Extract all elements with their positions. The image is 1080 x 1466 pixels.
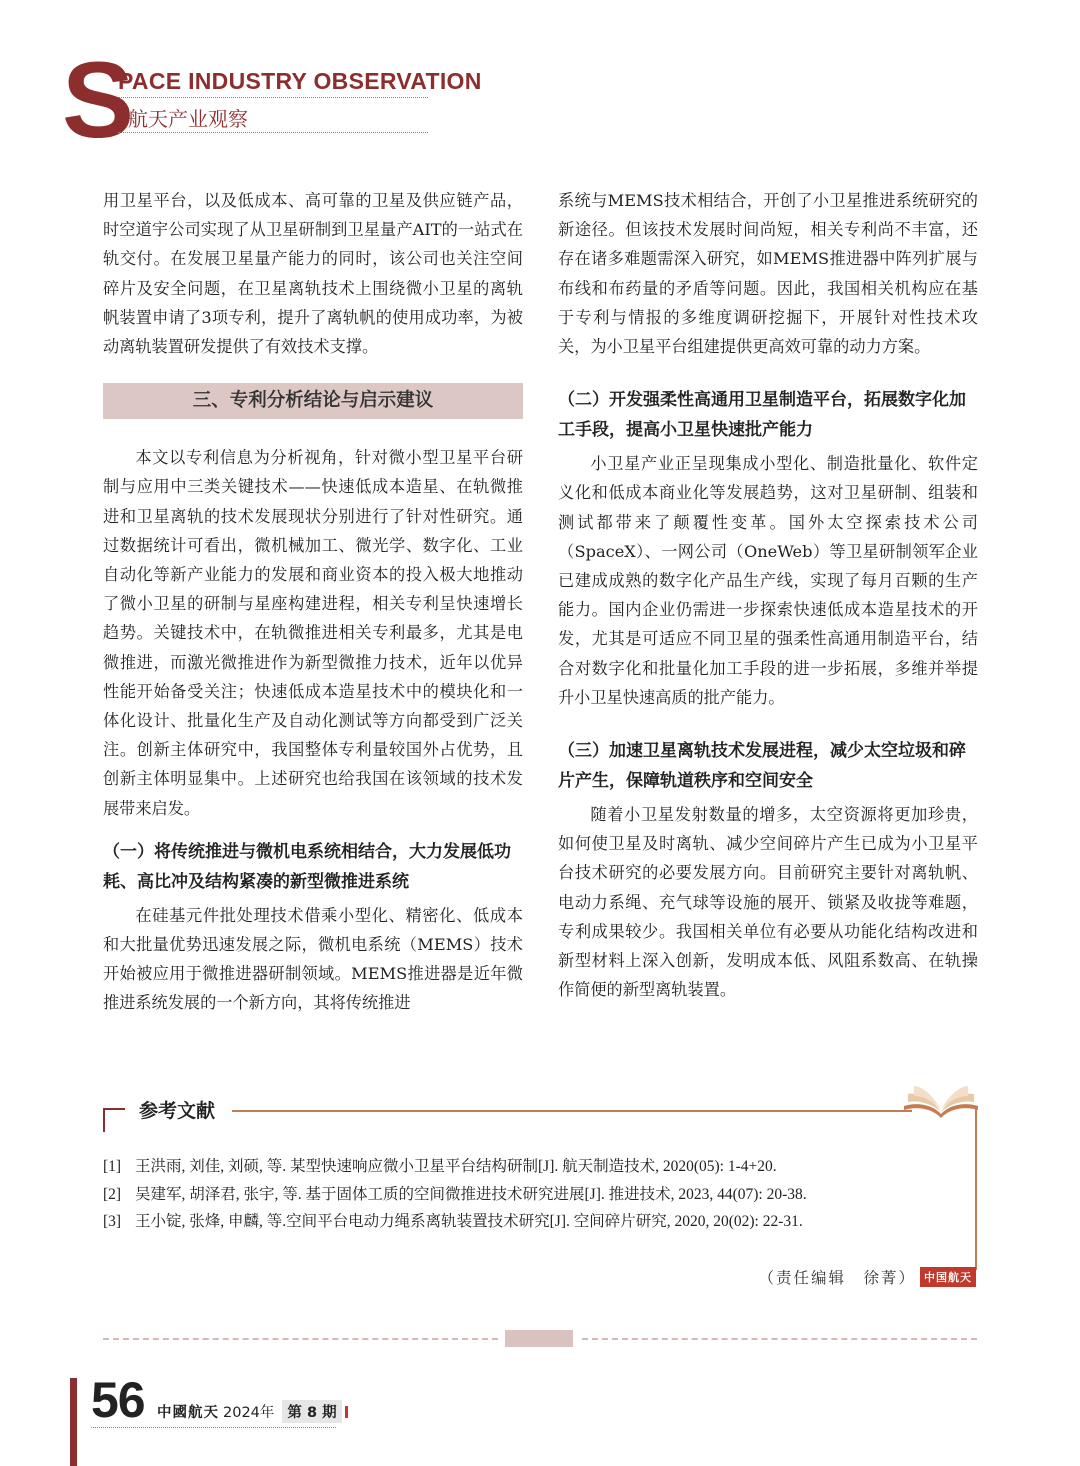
subheading-3: （三）加速卫星离轨技术发展进程，减少太空垃圾和碎片产生，保障轨道秩序和空间安全 — [558, 741, 966, 792]
right-paragraph-3: 随着小卫星发射数量的增多，太空资源将更加珍贵，如何使卫星及时离轨、减少空间碎片产生已成为小卫星平台技术研究的必要发展方向。目前研究主要针对离轨帆、电动力系绳、充气球等设施的展开、锁紧及收拢等难题，专利成果较少。我国相关单位有必要从功能化结构改进和新型材料上深入创新，发明成本低、风阻系数高、在轨操作简便的新型离轨装置。 — [558, 805, 978, 1000]
reference-item — [103, 1153, 963, 1181]
footer-issue-info — [157, 1400, 348, 1423]
footer-center-block — [505, 1330, 573, 1347]
reference-number: [3] — [103, 1213, 122, 1230]
reference-text: 王小锭, 张烽, 申麟, 等.空间平台电动力绳系离轨装置技术研究[J]. 空间碎片研究, 2020, 20(02): 22-31. — [135, 1213, 803, 1230]
left-paragraph-1: 用卫星平台，以及低成本、高可靠的卫星及供应链产品，时空道宇公司实现了从卫星研制到卫星量产AIT的一站式在轨交付。在发展卫星量产能力的同时，该公司也关注空间碎片及安全问题，在卫星离轨技术上围绕微小卫星的离轨帆装置申请了3项专利，提升了离轨帆的使用成功率，为被动离轨装置研发提供了有效技术支撑。 — [103, 191, 523, 357]
right-paragraph-1: 系统与MEMS技术相结合，开创了小卫星推进系统研究的新途径。但该技术发展时间尚短，相关专利尚不丰富，还存在诸多难题需深入研究，如MEMS推进器中阵列扩展与布线和布药量的矛盾等问题。因此，我国相关机构应在基于专利与情报的多维度调研挖掘下，开展针对性技术攻关，为小卫星平台组建提供更高效可靠的动力方案。 — [558, 191, 978, 357]
magazine-logo-badge: 中国航天 — [920, 1267, 976, 1287]
editor-label: （责任编辑 徐菁） — [758, 1269, 916, 1287]
reference-text: 王洪雨, 刘佳, 刘硕, 等. 某型快速响应微小卫星平台结构研制[J]. 航天制造技术, 2020(05): 1-4+20. — [135, 1158, 777, 1175]
subheading-1: （一）将传统推进与微机电系统相结合，大力发展低功耗、高比冲及结构紧凑的新型微推进系统 — [103, 841, 511, 892]
section-heading: 三、专利分析结论与启示建议 — [103, 383, 523, 419]
footer-mark — [345, 1406, 348, 1418]
references-list — [103, 1153, 963, 1236]
page-number: 56 — [91, 1372, 145, 1428]
references-rule — [232, 1110, 912, 1112]
subheading-2: （二）开发强柔性高通用卫星制造平台，拓展数字化加工手段，提高小卫星快速批产能力 — [558, 390, 966, 441]
footer-year: 2024年 — [223, 1405, 275, 1421]
header-divider-bottom — [118, 132, 428, 133]
editor-credit — [758, 1266, 976, 1288]
references-left-tick — [103, 1108, 125, 1110]
right-column — [558, 186, 978, 1004]
footer-accent-bar — [70, 1378, 77, 1466]
header-letter-s: S — [62, 39, 135, 160]
header-title-en: PACE INDUSTRY OBSERVATION — [118, 68, 482, 94]
references-title: 参考文献 — [135, 1096, 221, 1123]
references-left-bracket — [103, 1108, 105, 1132]
footer-dashed-rule-left — [103, 1338, 498, 1340]
reference-number: [1] — [103, 1158, 122, 1175]
left-paragraph-3: 在硅基元件批处理技术借乘小型化、精密化、低成本和大批量优势迅速发展之际，微机电系统（MEMS）技术开始被应用于微推进器研制领域。MEMS推进器是近年微推进系统发展的一个新方向，其将传统推进 — [103, 905, 523, 1013]
reference-number: [2] — [103, 1185, 122, 1203]
reference-item — [103, 1181, 963, 1209]
left-column — [103, 186, 523, 1018]
reference-text: 吴建军, 胡泽君, 张宇, 等. 基于固体工质的空间微推进技术研究进展[J]. 推进技术, 2023, 44(07): 20-38. — [135, 1185, 807, 1203]
right-paragraph-2: 小卫星产业正呈现集成小型化、制造批量化、软件定义化和低成本商业化等发展趋势，这对卫星研制、组装和测试都带来了颠覆性变革。国外太空探索技术公司（SpaceX）、一网公司（OneWeb）等卫星研制领军企业已建成成熟的数字化产品生产线，实现了每月百颗的生产能力。国内企业仍需进一步探索快速低成本造星技术的开发，尤其是可适应不同卫星的强柔性高通用制造平台，结合对数字化和批量化加工手段的进一步拓展，多维并举提升小卫星快速高质的批产能力。 — [558, 454, 978, 707]
references-right-bracket — [975, 1108, 977, 1270]
footer-issue: 第 8 期 — [282, 1400, 341, 1423]
open-book-icon — [902, 1080, 980, 1120]
reference-item — [103, 1208, 963, 1236]
header-divider-top — [118, 97, 428, 98]
footer-underline — [91, 1427, 336, 1428]
footer-dashed-rule-right — [582, 1338, 977, 1340]
footer-magazine-name: 中國航天 — [157, 1405, 219, 1421]
header-title-cn: 航天产业观察 — [128, 107, 248, 131]
left-paragraph-2: 本文以专利信息为分析视角，针对微小型卫星平台研制与应用中三类关键技术——快速低成本造星、在轨微推进和卫星离轨的技术发展现状分别进行了针对性研究。通过数据统计可看出，微机械加工、微光学、数字化、工业自动化等新产业能力的发展和商业资本的投入极大地推动了微小卫星的研制与星座构建进程，相关专利呈快速增长趋势。关键技术中，在轨微推进相关专利最多，尤其是电微推进，而激光微推进作为新型微推力技术，近年以优异性能开始备受关注；快速低成本造星技术中的模块化和一体化设计、批量化生产及自动化测试等方向都受到广泛关注。创新主体研究中，我国整体专利量较国外占优势，且创新主体明显集中。上述研究也给我国在该领域的技术发展带来启发。 — [103, 448, 523, 818]
